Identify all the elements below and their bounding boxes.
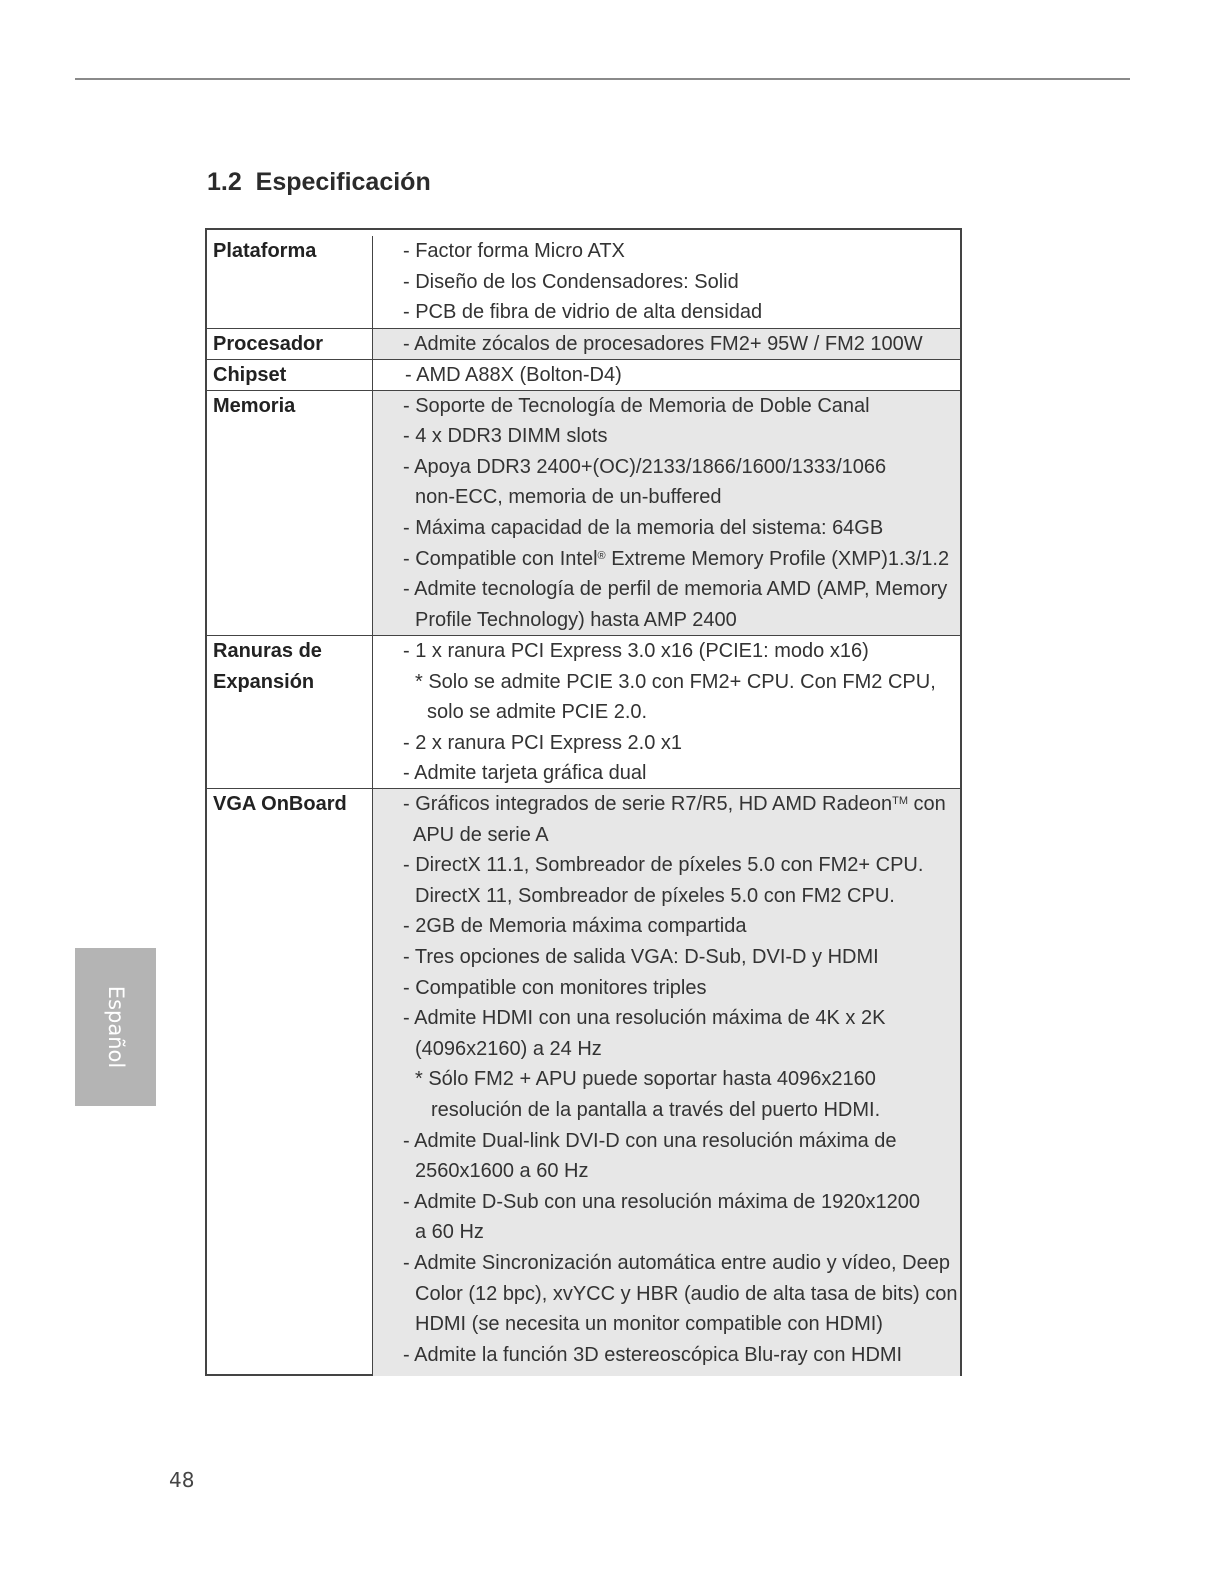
spec-line: - DirectX 11.1, Sombreador de píxeles 5.0 con FM2+ CPU. xyxy=(403,854,924,876)
language-label: Español xyxy=(103,985,128,1069)
spec-line: - Admite HDMI con una resolución máxima de 4K x 2K xyxy=(403,1007,886,1029)
spec-values xyxy=(372,360,960,390)
language-side-tab xyxy=(75,948,156,1106)
spec-row-chipset xyxy=(207,359,960,390)
page-number: 48 xyxy=(169,1468,195,1492)
spec-line: - Admite tarjeta gráfica dual xyxy=(403,762,647,784)
spec-line: - Admite tecnología de perfil de memoria AMD (AMP, Memory xyxy=(403,578,948,600)
spec-values xyxy=(372,236,960,328)
spec-line: resolución de la pantalla a través del puerto HDMI. xyxy=(431,1099,881,1121)
spec-line: non-ECC, memoria de un-buffered xyxy=(415,486,722,508)
spec-values xyxy=(372,391,960,635)
spec-text: Extreme Memory Profile (XMP)1.3/1.2 xyxy=(605,548,950,570)
spec-line: (4096x2160) a 24 Hz xyxy=(415,1038,602,1060)
spec-row-plataforma xyxy=(207,236,960,328)
spec-row-procesador xyxy=(207,328,960,359)
spec-line: a 60 Hz xyxy=(415,1221,484,1243)
spec-line: - 2 x ranura PCI Express 2.0 x1 xyxy=(403,732,683,754)
spec-line: - Factor forma Micro ATX xyxy=(403,240,625,262)
trademark-mark: TM xyxy=(892,795,908,807)
spec-line: - Soporte de Tecnología de Memoria de Doble Canal xyxy=(403,395,870,417)
spec-line: - Diseño de los Condensadores: Solid xyxy=(403,271,739,293)
spec-line: APU de serie A xyxy=(413,824,549,846)
spec-label: Plataforma xyxy=(213,240,317,262)
spec-line: - 4 x DDR3 DIMM slots xyxy=(403,425,608,447)
spec-line: - PCB de fibra de vidrio de alta densidad xyxy=(403,301,763,323)
spec-text: - Compatible con Intel xyxy=(403,548,598,570)
spec-line: - Admite la función 3D estereoscópica Blu-ray con HDMI xyxy=(403,1344,903,1366)
spec-line xyxy=(403,789,946,820)
spec-line: solo se admite PCIE 2.0. xyxy=(427,701,648,723)
registered-mark: ® xyxy=(597,550,606,562)
spec-label: Ranuras de xyxy=(213,640,322,662)
top-rule xyxy=(75,78,1130,80)
spec-line: DirectX 11, Sombreador de píxeles 5.0 con FM2 CPU. xyxy=(415,885,895,907)
spec-line: - 1 x ranura PCI Express 3.0 x16 (PCIE1: modo x16) xyxy=(403,640,869,662)
spec-line: - Admite zócalos de procesadores FM2+ 95W / FM2 100W xyxy=(403,333,923,355)
spec-line: HDMI (se necesita un monitor compatible con HDMI) xyxy=(415,1313,883,1335)
spec-line xyxy=(403,544,949,575)
spec-label: Expansión xyxy=(213,671,315,693)
spec-line: - Tres opciones de salida VGA: D-Sub, DVI-D y HDMI xyxy=(403,946,879,968)
spec-values xyxy=(372,789,960,1376)
spec-line: - Admite Dual-link DVI-D con una resolución máxima de xyxy=(403,1130,897,1152)
spec-line: * Sólo FM2 + APU puede soportar hasta 4096x2160 xyxy=(415,1068,876,1090)
spec-line: 2560x1600 a 60 Hz xyxy=(415,1160,589,1182)
spec-row-ranuras xyxy=(207,635,960,788)
spec-values xyxy=(372,636,960,788)
spec-label: Chipset xyxy=(213,364,287,386)
spec-line: - Compatible con monitores triples xyxy=(403,977,707,999)
spec-line: - Máxima capacidad de la memoria del sistema: 64GB xyxy=(403,517,884,539)
spec-line: - Admite D-Sub con una resolución máxima de 1920x1200 xyxy=(403,1191,920,1213)
section-title: 1.2 Especificación xyxy=(207,168,431,196)
spec-text: con xyxy=(908,793,946,815)
spec-line: Color (12 bpc), xvYCC y HBR (audio de alta tasa de bits) con xyxy=(415,1283,958,1305)
spec-line: Profile Technology) hasta AMP 2400 xyxy=(415,609,737,631)
spec-line: * Solo se admite PCIE 3.0 con FM2+ CPU. Con FM2 CPU, xyxy=(415,671,936,693)
spec-label: VGA OnBoard xyxy=(213,793,347,815)
spec-label: Memoria xyxy=(213,395,296,417)
spec-table xyxy=(205,228,962,1376)
spec-line: - 2GB de Memoria máxima compartida xyxy=(403,915,747,937)
spec-line: - Admite Sincronización automática entre audio y vídeo, Deep xyxy=(403,1252,950,1274)
spec-line: - Apoya DDR3 2400+(OC)/2133/1866/1600/1333/1066 xyxy=(403,456,887,478)
spec-text: - Gráficos integrados de serie R7/R5, HD AMD Radeon xyxy=(403,793,893,815)
spec-label: Procesador xyxy=(213,333,324,355)
spec-row-memoria xyxy=(207,390,960,635)
spec-line: - AMD A88X (Bolton-D4) xyxy=(405,364,622,386)
spec-values xyxy=(372,329,960,359)
spec-row-vga xyxy=(207,788,960,1376)
